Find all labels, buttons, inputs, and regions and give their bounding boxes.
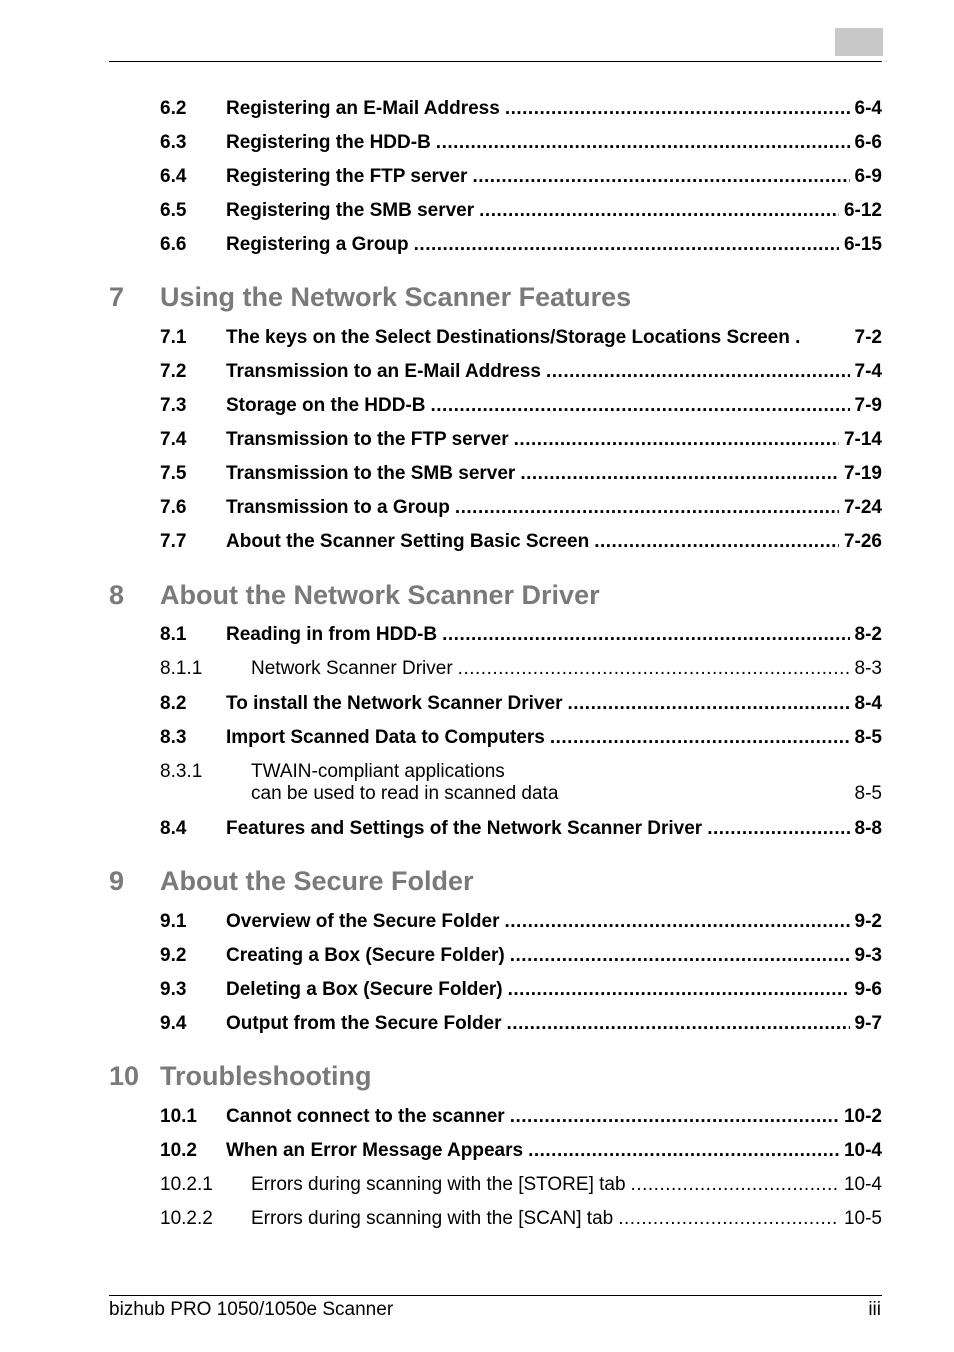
- entry-page: 8-4: [854, 693, 882, 714]
- dot-leader: [508, 977, 850, 1003]
- entry-number: 8.4: [160, 818, 187, 839]
- dot-leader: [505, 96, 850, 122]
- entry-title: Registering an E-Mail Address: [226, 98, 500, 119]
- dot-leader: [550, 725, 850, 751]
- entry-title: Features and Settings of the Network Scanner Driver: [226, 818, 703, 839]
- chapter-title: About the Secure Folder: [160, 866, 474, 896]
- dot-leader: [455, 495, 839, 521]
- entry-title-line2: can be used to read in scanned data: [251, 783, 559, 804]
- toc-entry[interactable]: [160, 359, 882, 385]
- entry-title: To install the Network Scanner Driver: [226, 693, 563, 714]
- toc-entry[interactable]: [160, 393, 882, 419]
- entry-page: 10-5: [843, 1208, 882, 1229]
- dot-leader: [631, 1172, 839, 1198]
- toc-entry[interactable]: [160, 909, 882, 935]
- toc-entry[interactable]: [160, 198, 882, 224]
- chapter-tab-marker: [835, 28, 883, 56]
- dot-leader: [431, 393, 850, 419]
- entry-title: Registering a Group: [226, 234, 409, 255]
- entry-page: 8-5: [854, 727, 882, 748]
- toc-entry[interactable]: [160, 495, 882, 521]
- entry-title: About the Scanner Setting Basic Screen: [226, 531, 590, 552]
- entry-page: 6-6: [854, 132, 882, 153]
- entry-page: 10-4: [843, 1174, 882, 1195]
- chapter-number: 10: [109, 1061, 140, 1091]
- entry-title-line1: TWAIN-compliant applications: [251, 761, 505, 782]
- entry-number: 9.1: [160, 911, 187, 932]
- entry-number: 9.3: [160, 979, 187, 1000]
- toc-subentry[interactable]: [160, 1206, 882, 1232]
- chapter-heading[interactable]: [109, 578, 882, 612]
- dot-leader: [618, 1206, 839, 1232]
- entry-number: 7.4: [160, 429, 187, 450]
- entry-page: 10-2: [843, 1106, 882, 1127]
- toc-entry[interactable]: [160, 1138, 882, 1164]
- entry-title: Overview of the Secure Folder: [226, 911, 500, 932]
- dot-leader: [514, 427, 839, 453]
- entry-page: 6-15: [843, 234, 882, 255]
- entry-page: 6-9: [854, 166, 882, 187]
- dot-leader: [594, 529, 839, 555]
- dot-leader: [567, 691, 849, 717]
- entry-number: 7.1: [160, 327, 187, 348]
- entry-page: 7-9: [854, 395, 882, 416]
- entry-title: Registering the HDD-B: [226, 132, 431, 153]
- entry-page: 6-4: [854, 98, 882, 119]
- entry-title: Registering the FTP server: [226, 166, 468, 187]
- chapter-heading[interactable]: [109, 1059, 882, 1093]
- entry-number: 6.5: [160, 200, 187, 221]
- entry-number: 7.2: [160, 361, 187, 382]
- toc-entry[interactable]: [160, 427, 882, 453]
- dot-leader: [520, 461, 839, 487]
- dot-leader: [707, 816, 849, 842]
- chapter-number: 7: [109, 282, 125, 312]
- chapter-title: About the Network Scanner Driver: [160, 580, 600, 610]
- entry-number: 9.2: [160, 945, 187, 966]
- toc-entry[interactable]: [160, 943, 882, 969]
- entry-page: 8-5: [854, 783, 882, 804]
- toc-entry[interactable]: [160, 622, 882, 648]
- entry-number: 8.1: [160, 624, 187, 645]
- entry-page: 7-4: [854, 361, 882, 382]
- entry-page: 8-3: [854, 658, 882, 679]
- chapter-title: Using the Network Scanner Features: [160, 282, 632, 312]
- entry-page: 6-12: [843, 200, 882, 221]
- entry-number: 6.4: [160, 166, 187, 187]
- dot-leader: [528, 1138, 839, 1164]
- dot-leader: [442, 622, 849, 648]
- entry-number: 7.7: [160, 531, 187, 552]
- dot-leader: [414, 232, 839, 258]
- chapter-number: 8: [109, 580, 125, 610]
- entry-title: The keys on the Select Destinations/Storage Locations Screen .: [226, 327, 801, 348]
- toc-entry[interactable]: [160, 1011, 882, 1037]
- entry-number: 6.6: [160, 234, 187, 255]
- toc-entry[interactable]: [160, 1104, 882, 1130]
- toc-entry[interactable]: [160, 325, 882, 351]
- toc-subentry[interactable]: [160, 761, 882, 809]
- entry-title: Creating a Box (Secure Folder): [226, 945, 505, 966]
- entry-number: 7.5: [160, 463, 187, 484]
- entry-page: 7-26: [843, 531, 882, 552]
- entry-page: 8-8: [854, 818, 882, 839]
- dot-leader: [546, 359, 850, 385]
- entry-number: 6.3: [160, 132, 187, 153]
- toc-entry[interactable]: [160, 691, 882, 717]
- chapter-heading[interactable]: [109, 280, 882, 314]
- entry-title: Deleting a Box (Secure Folder): [226, 979, 503, 1000]
- entry-number: 10.2.2: [160, 1208, 213, 1229]
- dot-leader: [472, 164, 849, 190]
- entry-page: 9-3: [854, 945, 882, 966]
- entry-page: 7-19: [843, 463, 882, 484]
- chapter-number: 9: [109, 866, 125, 896]
- entry-number: 10.1: [160, 1106, 197, 1127]
- toc-entry[interactable]: [160, 130, 882, 156]
- toc-entry[interactable]: [160, 461, 882, 487]
- dot-leader: [510, 1104, 839, 1130]
- entry-number: 8.1.1: [160, 658, 203, 679]
- toc-subentry[interactable]: [160, 656, 882, 682]
- entry-title: Output from the Secure Folder: [226, 1013, 502, 1034]
- toc-subentry[interactable]: [160, 1172, 882, 1198]
- entry-number: 8.3: [160, 727, 187, 748]
- entry-title: Cannot connect to the scanner: [226, 1106, 505, 1127]
- toc-entry[interactable]: [160, 725, 882, 751]
- entry-title: Errors during scanning with the [STORE] tab: [251, 1174, 626, 1195]
- chapter-title: Troubleshooting: [160, 1061, 372, 1091]
- entry-number: 9.4: [160, 1013, 187, 1034]
- entry-title: Import Scanned Data to Computers: [226, 727, 545, 748]
- entry-title: Transmission to the SMB server: [226, 463, 516, 484]
- entry-title: Transmission to the FTP server: [226, 429, 509, 450]
- footer-rule: [109, 1295, 882, 1296]
- toc-entry[interactable]: [160, 977, 882, 1003]
- entry-number: 7.6: [160, 497, 187, 518]
- footer-page-number: iii: [868, 1299, 881, 1320]
- entry-title: Network Scanner Driver: [251, 658, 453, 679]
- entry-number: 10.2.1: [160, 1174, 213, 1195]
- entry-title: Reading in from HDD-B: [226, 624, 438, 645]
- toc-entry[interactable]: [160, 164, 882, 190]
- dot-leader: [507, 1011, 850, 1037]
- entry-page: 7-14: [843, 429, 882, 450]
- dot-leader: [479, 198, 839, 224]
- entry-number: 6.2: [160, 98, 187, 119]
- entry-title: Transmission to an E-Mail Address: [226, 361, 541, 382]
- entry-number: 8.2: [160, 693, 187, 714]
- entry-page: 9-7: [854, 1013, 882, 1034]
- header-rule: [109, 61, 882, 62]
- entry-page: 9-2: [854, 911, 882, 932]
- entry-page: 7-24: [843, 497, 882, 518]
- toc-entry[interactable]: [160, 816, 882, 842]
- entry-number: 10.2: [160, 1140, 197, 1161]
- dot-leader: [436, 130, 850, 156]
- entry-number: 8.3.1: [160, 761, 203, 782]
- entry-page: 8-2: [854, 624, 882, 645]
- entry-page: 7-2: [854, 327, 882, 348]
- dot-leader: [510, 943, 850, 969]
- entry-page: 10-4: [843, 1140, 882, 1161]
- dot-leader: [458, 656, 850, 682]
- entry-title: Transmission to a Group: [226, 497, 450, 518]
- entry-page: 9-6: [854, 979, 882, 1000]
- entry-title: When an Error Message Appears: [226, 1140, 524, 1161]
- entry-title: Errors during scanning with the [SCAN] tab: [251, 1208, 614, 1229]
- dot-leader: [504, 909, 849, 935]
- entry-number: 7.3: [160, 395, 187, 416]
- chapter-heading[interactable]: [109, 864, 882, 898]
- footer-document-title: bizhub PRO 1050/1050e Scanner: [109, 1299, 394, 1320]
- entry-title: Registering the SMB server: [226, 200, 475, 221]
- entry-title: Storage on the HDD-B: [226, 395, 426, 416]
- toc-entry[interactable]: [160, 529, 882, 555]
- toc-entry[interactable]: [160, 96, 882, 122]
- toc-entry[interactable]: [160, 232, 882, 258]
